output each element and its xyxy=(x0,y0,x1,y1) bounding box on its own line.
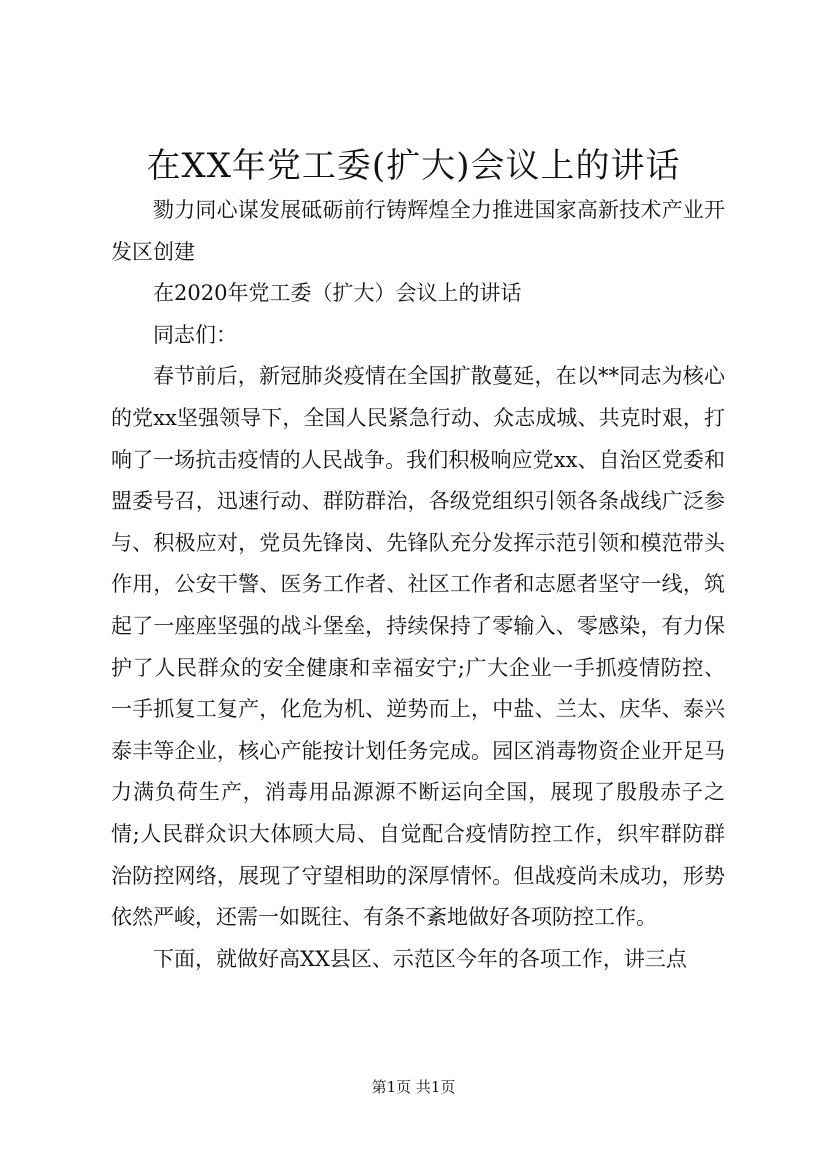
document-title: 在XX年党工委(扩大)会议上的讲话 xyxy=(146,146,681,186)
page-footer: 第1页 共1页 xyxy=(371,1078,456,1096)
document-body xyxy=(111,190,725,980)
speech-heading-paragraph: 在2020年党工委（扩大）会议上的讲话 xyxy=(153,281,522,306)
subtitle-paragraph: 勠力同心谋发展砥砺前行铸辉煌全力推进国家高新技术产业开发区创建 xyxy=(111,198,725,264)
body-paragraph: 下面，就做好高XX县区、示范区今年的各项工作，讲三点 xyxy=(153,946,687,971)
body-paragraph: 春节前后，新冠肺炎疫情在全国扩散蔓延，在以**同志为核心的党xx坚强领导下，全国人民紧急行动、众志成城、共克时艰，打响了一场抗击疫情的人民战争。我们积极响应党xx、自治区党委和盟委号召，迅速行动、群防群治，各级党组织引领各条战线广泛参与、积极应对，党员先锋岗、先锋队充分发挥示范引领和模范带头作用，公安干警、医务工作者、社区工作者和志愿者坚守一线，筑起了一座座坚强的战斗堡垒，持续保持了零输入、零感染，有力保护了人民群众的安全健康和幸福安宁;广大企业一手抓疫情防控、一手抓复工复产，化危为机、逆势而上，中盐、兰太、庆华、泰兴泰丰等企业，核心产能按计划任务完成。园区消毒物资企业开足马力满负荷生产，消毒用品源源不断运向全国，展现了殷殷赤子之情;人民群众识大体顾大局、自觉配合疫情防控工作，织牢群防群治防控网络，展现了守望相助的深厚情怀。但战疫尚未成功，形势依然严峻，还需一如既往、有条不紊地做好各项防控工作。 xyxy=(111,364,725,930)
salutation-paragraph: 同志们： xyxy=(153,322,237,347)
